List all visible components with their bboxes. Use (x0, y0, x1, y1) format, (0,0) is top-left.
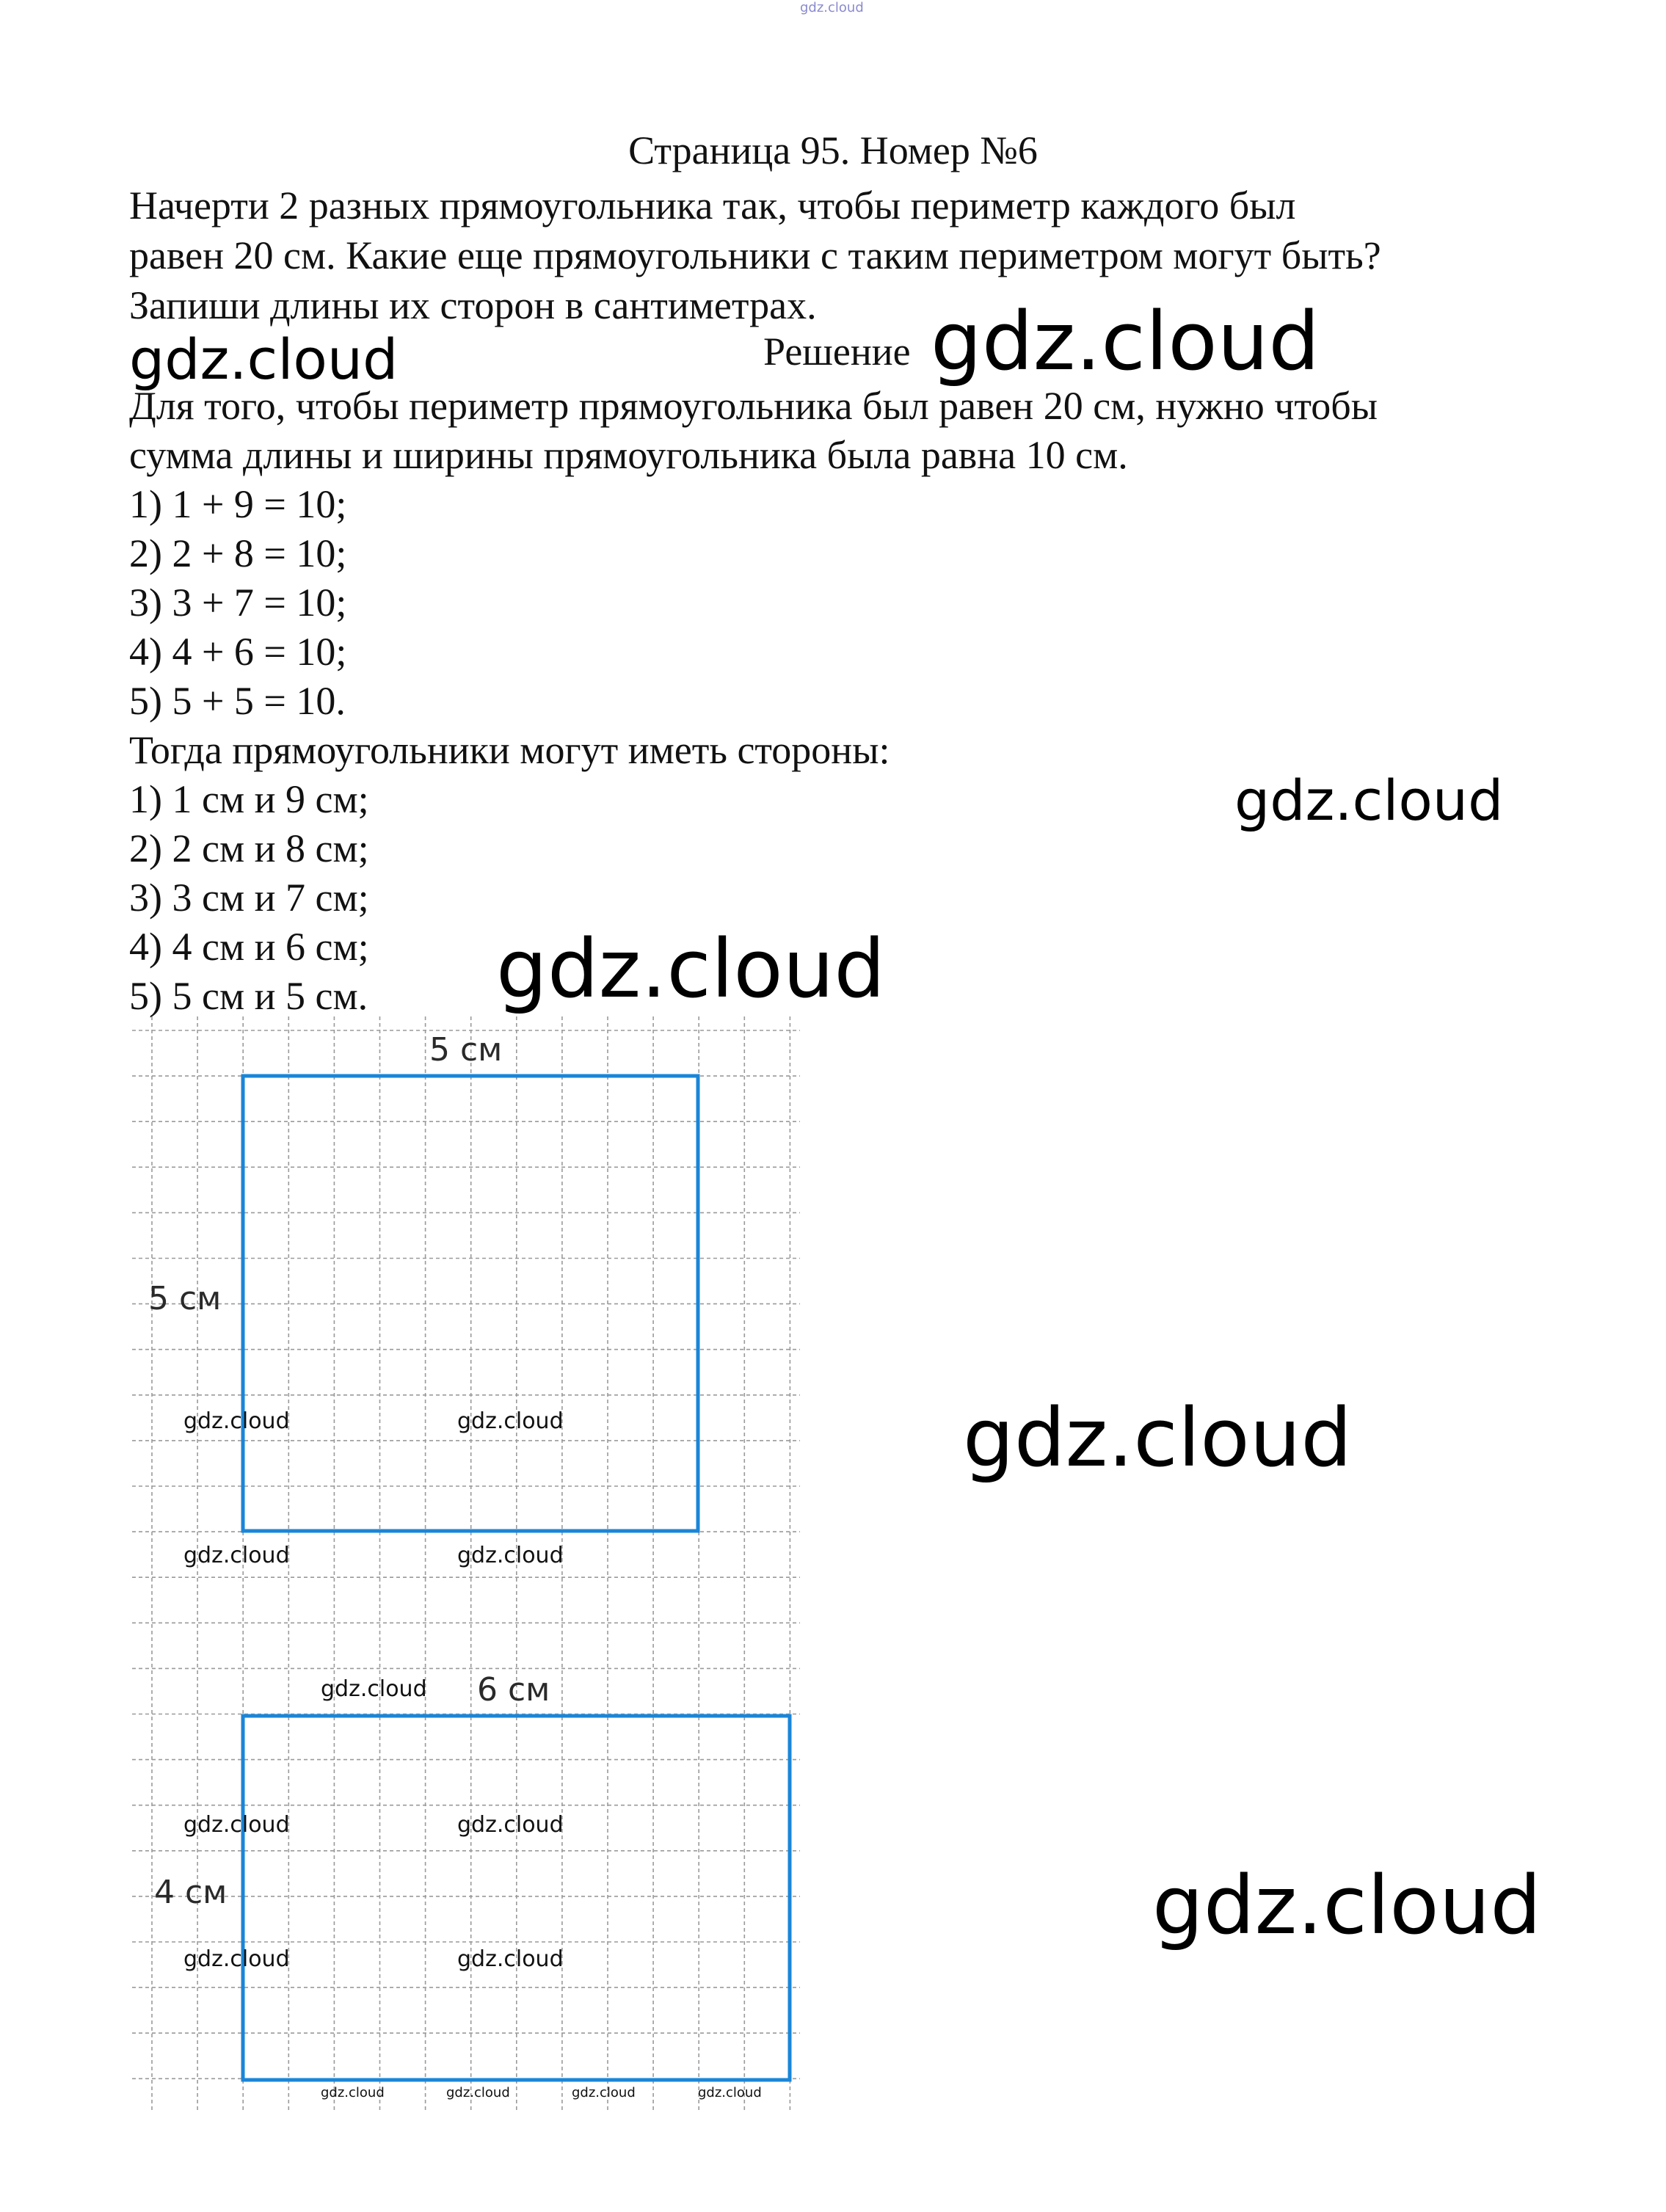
solution-line: 2) 2 + 8 = 10; (129, 531, 347, 575)
watermark-text: gdz.cloud (496, 922, 886, 1016)
rect1-height-label: 5 см (148, 1280, 222, 1317)
task-line: Начерти 2 разных прямоугольника так, чтобы периметр каждого был (129, 183, 1296, 228)
watermark-text: gdz.cloud (321, 1676, 427, 1702)
watermark-text: gdz.cloud (183, 1408, 290, 1434)
watermark-text: gdz.cloud (931, 294, 1320, 388)
watermark-text: gdz.cloud (457, 1408, 564, 1434)
watermark-text: gdz.cloud (446, 2085, 510, 2100)
rect2-width-label: 6 см (477, 1671, 550, 1709)
watermark-text: gdz.cloud (129, 327, 399, 392)
solution-heading: Решение (763, 330, 911, 374)
solution-line: 3) 3 + 7 = 10; (129, 581, 347, 625)
watermark-text: gdz.cloud (963, 1391, 1353, 1485)
task-line: равен 20 см. Какие еще прямоугольники с таким периметром могут быть? (129, 233, 1381, 277)
watermark-text: gdz.cloud (321, 2085, 385, 2100)
rect2-height-label: 4 см (154, 1874, 228, 1911)
watermark-text: gdz.cloud (183, 1543, 290, 1568)
watermark-text: gdz.cloud (698, 2085, 762, 2100)
solution-line: 2) 2 см и 8 см; (129, 826, 369, 870)
page-title: Страница 95. Номер №6 (628, 128, 1038, 172)
solution-line: 5) 5 см и 5 см. (129, 974, 368, 1018)
watermark-text: gdz.cloud (457, 1812, 564, 1838)
top-watermark: gdz.cloud (800, 0, 864, 15)
watermark-text: gdz.cloud (183, 1946, 290, 1972)
watermark-text: gdz.cloud (1234, 768, 1504, 833)
watermark-text: gdz.cloud (183, 1812, 290, 1838)
solution-line: 1) 1 + 9 = 10; (129, 482, 347, 526)
watermark-text: gdz.cloud (1152, 1858, 1542, 1952)
solution-line: 3) 3 см и 7 см; (129, 876, 369, 920)
solution-line: 1) 1 см и 9 см; (129, 777, 369, 821)
grid-drawing (132, 1016, 807, 2110)
solution-line: сумма длины и ширины прямоугольника была равна 10 см. (129, 433, 1128, 477)
watermark-text: gdz.cloud (457, 1946, 564, 1972)
solution-line: Тогда прямоугольники могут иметь стороны: (129, 728, 890, 772)
watermark-text: gdz.cloud (457, 1543, 564, 1568)
solution-line: Для того, чтобы периметр прямоугольника был равен 20 см, нужно чтобы (129, 384, 1378, 428)
rect1-width-label: 5 см (429, 1031, 503, 1069)
solution-line: 4) 4 см и 6 см; (129, 925, 369, 969)
task-line: Запиши длины их сторон в сантиметрах. (129, 283, 817, 327)
solution-line: 5) 5 + 5 = 10. (129, 679, 346, 723)
solution-line: 4) 4 + 6 = 10; (129, 630, 347, 674)
watermark-text: gdz.cloud (572, 2085, 636, 2100)
